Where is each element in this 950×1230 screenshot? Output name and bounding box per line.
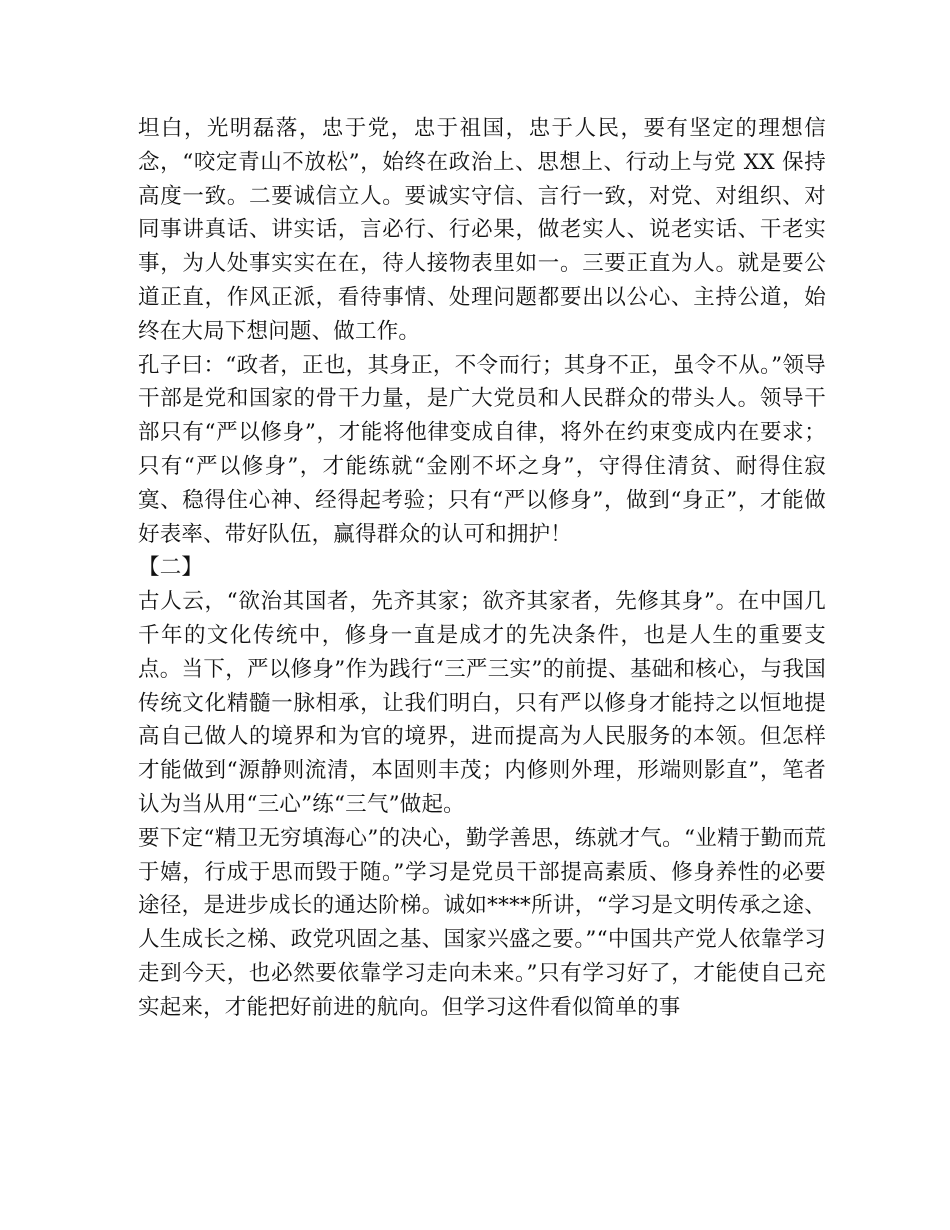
paragraph-study-diligence: 要下定“精卫无穷填海心”的决心，勤学善思，练就才气。“业精于勤而荒于嬉，行成于思而毁于随。”学习是党员干部提高素质、修身养性的必要途径，是进步成长的通达阶梯。诚如****所讲，“学习是文明传承之途、人生成长之梯、政党巩固之基、国家兴盛之要。”“中国共产党人依靠学习走到今天，也必然要依靠学习走向未来。”只有学习好了，才能使自己充实起来，才能把好前进的航向。但学习这件看似简单的事 xyxy=(138,825,826,1020)
document-body xyxy=(138,112,826,1025)
paragraph-integrity: 坦白，光明磊落，忠于党，忠于祖国，忠于人民，要有坚定的理想信念，“咬定青山不放松”，始终在政治上、思想上、行动上与党 XX 保持高度一致。二要诚信立人。要诚实守信、言行一致，对党、对组织、对同事讲真话、讲实话，言必行、行必果，做老实人、说老实话、干老实事，为人处事实实在在，待人接物表里如一。三要正直为人。就是要公道正直，作风正派，看待事情、处理问题都要出以公心、主持公道，始终在大局下想问题、做工作。 xyxy=(138,116,826,344)
paragraph-confucius-quote: 孔子曰：“政者，正也，其身正，不令而行；其身不正，虽令不从。”领导干部是党和国家的骨干力量，是广大党员和人民群众的带头人。领导干部只有“严以修身”，才能将他律变成自律，将外在约束变成内在要求；只有“严以修身”，才能练就“金刚不坏之身”，守得住清贫、耐得住寂寞、稳得住心神、经得起考验；只有“严以修身”，做到“身正”，才能做好表率、带好队伍，赢得群众的认可和拥护！ xyxy=(138,352,826,547)
paragraph-ancient-saying: 古人云，“欲治其国者，先齐其家；欲齐其家者，先修其身”。在中国几千年的文化传统中，修身一直是成才的先决条件，也是人生的重要支点。当下，严以修身”作为践行“三严三实”的前提、基础和核心，与我国传统文化精髓一脉相承，让我们明白，只有严以修身才能持之以恒地提高自己做人的境界和为官的境界，进而提高为人民服务的本领。但怎样才能做到“源静则流清，本固则丰茂；内修则外理，形端则影直”，笔者认为当从用“三心”练“三气”做起。 xyxy=(138,589,826,817)
section-heading: 【二】 xyxy=(138,555,204,581)
